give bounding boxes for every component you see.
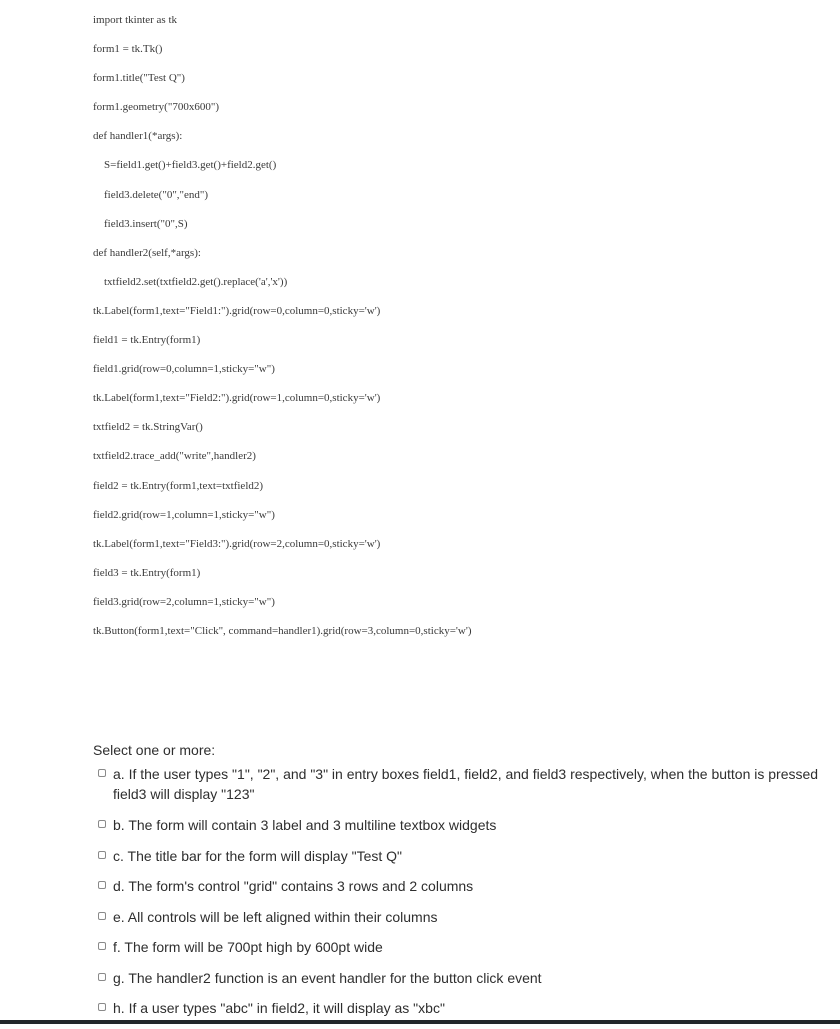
code-line: field1 = tk.Entry(form1) <box>93 334 201 347</box>
question-prompt: Select one or more: <box>93 742 216 758</box>
code-line: field3.insert("0",S) <box>104 217 188 230</box>
option-b-checkbox[interactable] <box>98 820 106 828</box>
code-line: txtfield2.set(txtfield2.get().replace('a','x')) <box>104 275 288 288</box>
code-line: field2.grid(row=1,column=1,sticky="w") <box>93 508 275 521</box>
option-c[interactable] <box>93 846 838 877</box>
code-line: S=field1.get()+field3.get()+field2.get() <box>104 159 277 172</box>
option-c-label[interactable]: c. The title bar for the form will display "Test Q" <box>113 847 403 864</box>
bottom-bar <box>0 1020 840 1024</box>
option-a[interactable] <box>93 764 838 815</box>
option-f-label[interactable]: f. The form will be 700pt high by 600pt wide <box>113 939 383 955</box>
code-line: txtfield2 = tk.StringVar() <box>93 421 203 434</box>
code-line: tk.Label(form1,text="Field3:").grid(row=2,column=0,sticky='w') <box>93 537 381 550</box>
option-a-checkbox[interactable] <box>98 769 106 777</box>
code-line: tk.Label(form1,text="Field2:").grid(row=1,column=0,sticky='w') <box>93 392 381 405</box>
option-d-checkbox[interactable] <box>98 881 106 889</box>
code-line: form1.geometry("700x600") <box>93 101 219 114</box>
option-h-checkbox[interactable] <box>98 1003 106 1011</box>
option-h-label[interactable]: h. If a user types "abc" in field2, it will display as "xbc" <box>113 1000 445 1016</box>
code-listing <box>93 12 833 652</box>
option-g[interactable] <box>93 968 838 999</box>
option-a-label[interactable]: a. If the user types "1", "2", and "3" in entry boxes field1, field2, and field3 respectively, when the button is pressed field3 will display "123" <box>113 766 819 802</box>
code-line: field2 = tk.Entry(form1,text=txtfield2) <box>93 479 264 492</box>
option-e-label[interactable]: e. All controls will be left aligned within their columns <box>113 908 438 925</box>
code-line: tk.Label(form1,text="Field1:").grid(row=0,column=0,sticky='w') <box>93 304 381 317</box>
code-line: txtfield2.trace_add("write",handler2) <box>93 450 256 463</box>
option-g-label[interactable]: g. The handler2 function is an event handler for the button click event <box>113 969 542 986</box>
option-b[interactable] <box>93 815 838 846</box>
code-line: field3.delete("0","end") <box>104 188 209 201</box>
option-e[interactable] <box>93 907 838 938</box>
multiple-choice-question <box>93 740 838 1029</box>
option-f[interactable] <box>93 937 838 968</box>
code-line: def handler2(self,*args): <box>93 246 201 259</box>
code-line: field3 = tk.Entry(form1) <box>93 566 201 579</box>
option-d[interactable] <box>93 876 838 907</box>
option-c-checkbox[interactable] <box>98 851 106 859</box>
code-line: tk.Button(form1,text="Click", command=handler1).grid(row=3,column=0,sticky='w') <box>93 624 472 637</box>
code-line: def handler1(*args): <box>93 130 183 143</box>
code-line: form1.title("Test Q") <box>93 72 185 85</box>
option-g-checkbox[interactable] <box>98 973 106 981</box>
code-line: field1.grid(row=0,column=1,sticky="w") <box>93 363 275 376</box>
code-line: import tkinter as tk <box>93 14 178 26</box>
option-e-checkbox[interactable] <box>98 912 106 920</box>
option-d-label[interactable]: d. The form's control "grid" contains 3 rows and 2 columns <box>113 878 474 894</box>
option-b-label[interactable]: b. The form will contain 3 label and 3 multiline textbox widgets <box>113 817 497 833</box>
code-line: field3.grid(row=2,column=1,sticky="w") <box>93 595 275 608</box>
option-f-checkbox[interactable] <box>98 942 106 950</box>
code-line: form1 = tk.Tk() <box>93 43 163 56</box>
